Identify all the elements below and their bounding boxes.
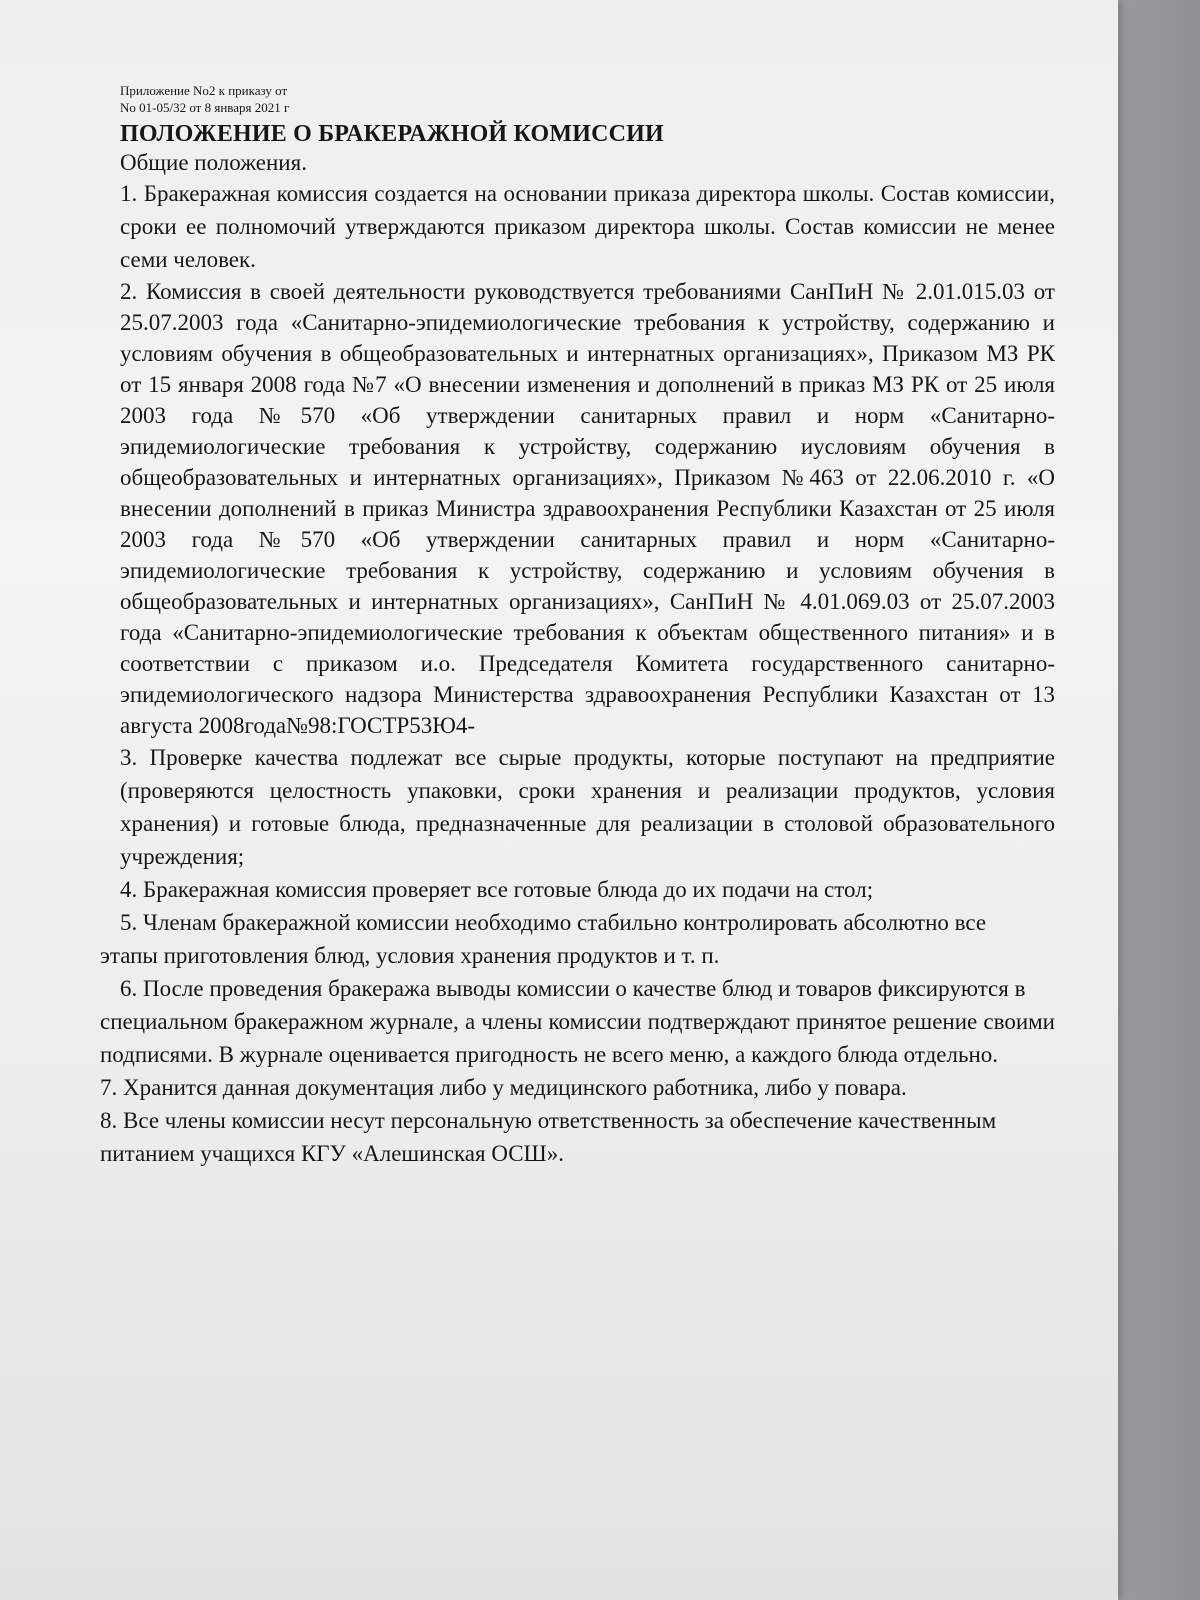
appendix-line-2: No 01-05/32 от 8 января 2021 г xyxy=(120,100,290,115)
paragraph-5: 5. Членам бракеражной комиссии необходимо стабильно контролировать абсолютно все xyxy=(120,910,987,935)
paragraph-6: 6. После проведения бракеража выводы комиссии о качестве блюд и товаров фиксируются в xyxy=(120,976,1026,1001)
paragraph-2: 2. Комиссия в своей деятельности руководствуется требованиями СанПиН № 2.01.015.03 от 25.07.2003 года «Санитарно-эпидемиологические требования к устройству, содержанию и условиям обучения в общеобразовательных и интернатных организациях», Приказом МЗ РК от 15 января 2008 года №7 «О внесении изменения и дополнений в приказ МЗ РК от 25 июля 2003 года №570 «Об утверждении санитарных правил и норм «Санитарно-эпидемиологические требования к устройству, содержанию иусловиям обучения в общеобразовательных и интернатных организациях», Приказом №463 от 22.06.2010 г. «О внесении дополнений в приказ Министра здравоохранения Республики Казахстан от 25 июля 2003 года №570 «Об утверждении санитарных правил и норм «Санитарно- эпидемиологические требования к устройству, содержанию и условиям обучения в общеобразовательных и интернатных организациях», СанПиН № 4.01.069.03 от 25.07.2003 года «Санитарно-эпидемиологические требования к объектам общественного питания» и в соответствии с приказом и.о. Председателя Комитета государственного санитарно-эпидемиологического надзора Министерства здравоохранения Республики Казахстан от 13 августа 2008года№98:ГОСТР53Ю4- xyxy=(120,279,1055,738)
section-heading: Общие положения. xyxy=(120,150,307,175)
paragraph-4: 4. Бракеражная комиссия проверяет все готовые блюда до их подачи на стол; xyxy=(120,877,874,902)
paragraph-1: 1. Бракеражная комиссия создается на основании приказа директора школы. Состав комиссии, сроки ее полномочий утверждаются приказом директора школы. Состав комиссии не менее семи человек. xyxy=(120,181,1055,272)
paragraph-8-continuation: питанием учащихся КГУ «Алешинская ОСШ». xyxy=(100,1141,565,1166)
paragraph-6-continuation: специальном бракеражном журнале, а члены комиссии подтверждают принятое решение своими подписями. В журнале оценивается пригодность не всего меню, а каждого блюда отдельно. xyxy=(100,1009,1055,1067)
appendix-line-1: Приложение No2 к приказу от xyxy=(120,83,288,98)
paragraph-8: 8. Все члены комиссии несут персональную ответственность за обеспечение качественным xyxy=(100,1108,997,1133)
document-content xyxy=(100,82,1070,1170)
document-title: ПОЛОЖЕНИЕ О БРАКЕРАЖНОЙ КОМИССИИ xyxy=(120,121,664,147)
paragraph-7: 7. Хранится данная документация либо у медицинского работника, либо у повара. xyxy=(100,1075,907,1100)
paragraph-5-continuation: этапы приготовления блюд, условия хранения продуктов и т. п. xyxy=(100,943,720,968)
paragraph-3: 3. Проверке качества подлежат все сырые продукты, которые поступают на предприятие (проверяются целостность упаковки, сроки хранения и реализации продуктов, условия хранения) и готовые блюда, предназначенные для реализации в столовой образовательного учреждения; xyxy=(120,745,1055,869)
